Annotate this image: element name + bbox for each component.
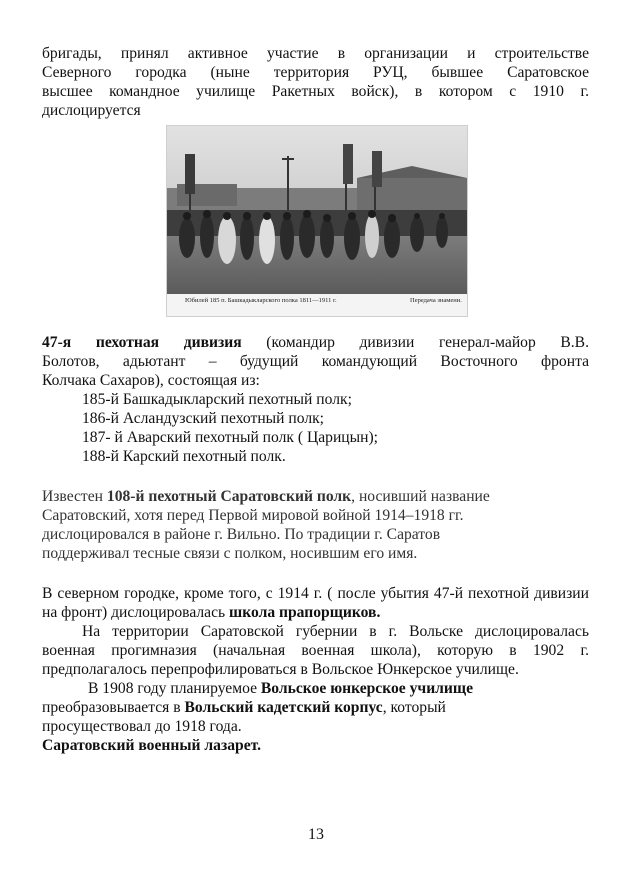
photo-caption-left: Юбилей 185 п. Башкадыкларского полка 1811—1911 г. bbox=[185, 297, 337, 304]
division-line: Колчака Сахаров), состоящая из: bbox=[42, 372, 260, 389]
cadet-paragraph: В 1908 году планируемое Вольское юнкерское училище преобразовывается в Вольский кадетский корпус, который просуществовал до 1918 года. bbox=[42, 680, 473, 735]
list-item: 188-й Карский пехотный полк. bbox=[82, 448, 286, 465]
division-title: 47-я пехотная дивизия bbox=[42, 334, 242, 351]
regiment-name: 108-й пехотный Саратовский полк bbox=[106, 488, 352, 505]
lazaret-heading: Саратовский военный лазарет. bbox=[42, 737, 262, 754]
list-item: 185-й Башкадыкларский пехотный полк; bbox=[82, 391, 352, 408]
intro-line: высшее командное училище Ракетных войск), в котором с 1910 г. bbox=[42, 83, 589, 100]
division-paragraph: 47-я пехотная дивизия (командир дивизии генерал-майор В.В. bbox=[42, 334, 589, 351]
photo-caption-right: Передача знамени. bbox=[410, 297, 462, 304]
intro-line: бригады, принял активное участие в организации и строительстве bbox=[42, 45, 589, 62]
cadet-corps-name: Вольский кадетский корпус bbox=[184, 699, 383, 716]
list-item: 187- й Аварский пехотный полк ( Царицын); bbox=[82, 429, 378, 446]
historical-photo bbox=[166, 125, 468, 317]
saratov-regiment-paragraph: Известен 108-й пехотный Саратовский полк, носивший название Саратовский, хотя перед Первой мировой войной 1914–1918 гг. дислоцировался в районе г. Вильно. По традиции г. Саратов поддерживал тесные связи с полком, носившим его имя. bbox=[42, 488, 490, 562]
school-name: школа прапорщиков. bbox=[229, 604, 381, 621]
volsk-paragraph: На территории Саратовской губернии в г. Вольске дислоцировалась военная прогимназия (начальная военная школа), которую в 1902 г. предполагалось перепрофилироваться в Вольское Юнкерское училище. bbox=[42, 623, 589, 678]
intro-line: дислоцируется bbox=[42, 102, 141, 119]
volsk-school-name: Вольское юнкерское училище bbox=[260, 680, 473, 697]
page-number: 13 bbox=[308, 826, 324, 843]
intro-line: Северного городка (ныне территория РУЦ, бывшее Саратовское bbox=[42, 64, 589, 81]
list-item: 186-й Асландузский пехотный полк; bbox=[82, 410, 325, 427]
school-paragraph: В северном городке, кроме того, с 1914 г. ( после убытия 47-й пехотной дивизии на фронт) дислоцировалась школа прапорщиков. bbox=[42, 585, 589, 621]
division-line: Болотов, адьютант – будущий командующий Восточного фронта bbox=[42, 353, 589, 370]
regiment-list bbox=[42, 390, 589, 466]
